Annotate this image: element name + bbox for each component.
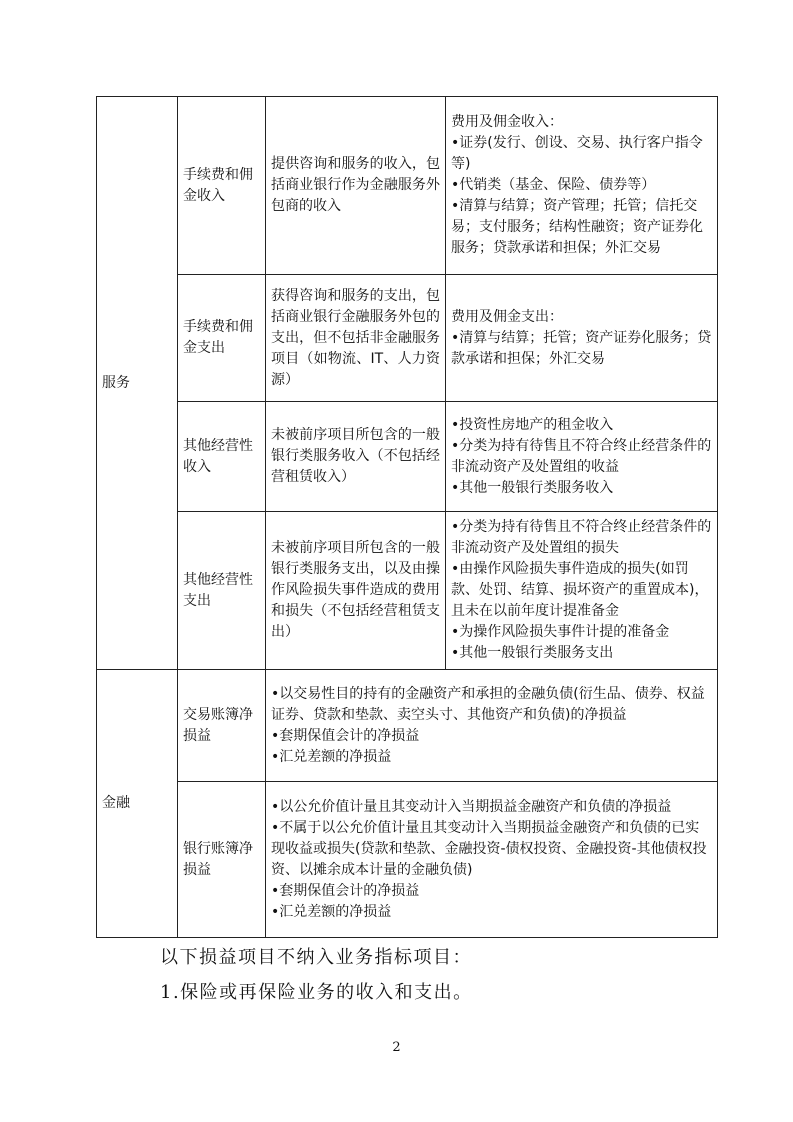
row-items [266, 670, 718, 782]
list-item: •清算与结算；资产管理；托管；信托交易；支付服务；结构性融资；资产证券化服务；贷款承诺和担保；外汇交易 [451, 198, 703, 256]
row-items [446, 97, 718, 275]
row-name: 交易账簿净损益 [178, 670, 266, 782]
row-items [266, 782, 718, 938]
table-row [97, 782, 718, 938]
table-row [97, 275, 718, 402]
list-item: •证券(发行、创设、交易、执行客户指令等) [451, 135, 703, 172]
row-name: 手续费和佣金支出 [178, 275, 266, 402]
list-item: •套期保值会计的净损益 [271, 727, 420, 744]
note-paragraph: 以下损益项目不纳入业务指标项目： [160, 947, 472, 968]
note-item: 1.保险或再保险业务的收入和支出。 [160, 982, 473, 1003]
table-row [97, 97, 718, 275]
list-item: •分类为持有待售且不符合终止经营条件的非流动资产及处置组的收益 [451, 437, 712, 475]
list-item: •为操作风险损失事件计提的准备金 [451, 624, 670, 640]
list-item: •以公允价值计量且其变动计入当期损益金融资产和负债的净损益 [271, 798, 672, 815]
list-item: •套期保值会计的净损益 [271, 882, 420, 899]
list-item: 费用及佣金支出： [451, 308, 563, 325]
category-service: 服务 [97, 97, 178, 670]
table-row [97, 670, 718, 782]
row-name: 其他经营性收入 [178, 402, 266, 512]
table-row [97, 512, 718, 670]
row-description: 获得咨询和服务的支出，包括商业银行金融服务外包的支出，但不包括非金融服务项目（如物流、IT、人力资源） [266, 275, 446, 402]
category-finance: 金融 [97, 670, 178, 938]
list-item: •不属于以公允价值计量且其变动计入当期损益金融资产和负债的已实现收益或损失(贷款和垫款、金融投资-债权投资、金融投资-其他债权投资、以摊余成本计量的金融负债) [271, 819, 707, 878]
table-row [97, 402, 718, 512]
list-item: •汇兑差额的净损益 [271, 903, 392, 920]
row-items [446, 512, 718, 670]
row-description: 未被前序项目所包含的一般银行类服务支出，以及由操作风险损失事件造成的费用和损失（不包括经营租赁支出） [266, 512, 446, 670]
row-items [446, 275, 718, 402]
row-name: 银行账簿净损益 [178, 782, 266, 938]
list-item: •其他一般银行类服务支出 [451, 645, 614, 661]
list-item: •清算与结算；托管；资产证券化服务；贷款承诺和担保；外汇交易 [451, 329, 712, 367]
list-item: •其他一般银行类服务收入 [451, 479, 614, 496]
list-item: •由操作风险损失事件造成的损失(如罚款、处罚、结算、损坏资产的重置成本)，且未在以前年度计提准备金 [451, 561, 709, 619]
list-item: •投资性房地产的租金收入 [451, 416, 614, 433]
page-number: 2 [392, 1040, 401, 1055]
list-item: •以交易性目的持有的金融资产和承担的金融负债(衍生品、债券、权益证券、贷款和垫款、卖空头寸、其他资产和负债)的净损益 [271, 685, 705, 723]
row-name: 手续费和佣金收入 [178, 97, 266, 275]
row-items [446, 402, 718, 512]
list-item: 费用及佣金收入： [451, 114, 563, 130]
business-indicator-table [96, 96, 718, 938]
list-item: •分类为持有待售且不符合终止经营条件的非流动资产及处置组的损失 [451, 519, 712, 556]
list-item: •汇兑差额的净损益 [271, 748, 392, 765]
row-name: 其他经营性支出 [178, 512, 266, 670]
list-item: •代销类（基金、保险、债券等） [451, 177, 656, 193]
row-description: 未被前序项目所包含的一般银行类服务收入（不包括经营租赁收入） [266, 402, 446, 512]
row-description: 提供咨询和服务的收入，包括商业银行作为金融服务外包商的收入 [266, 97, 446, 275]
